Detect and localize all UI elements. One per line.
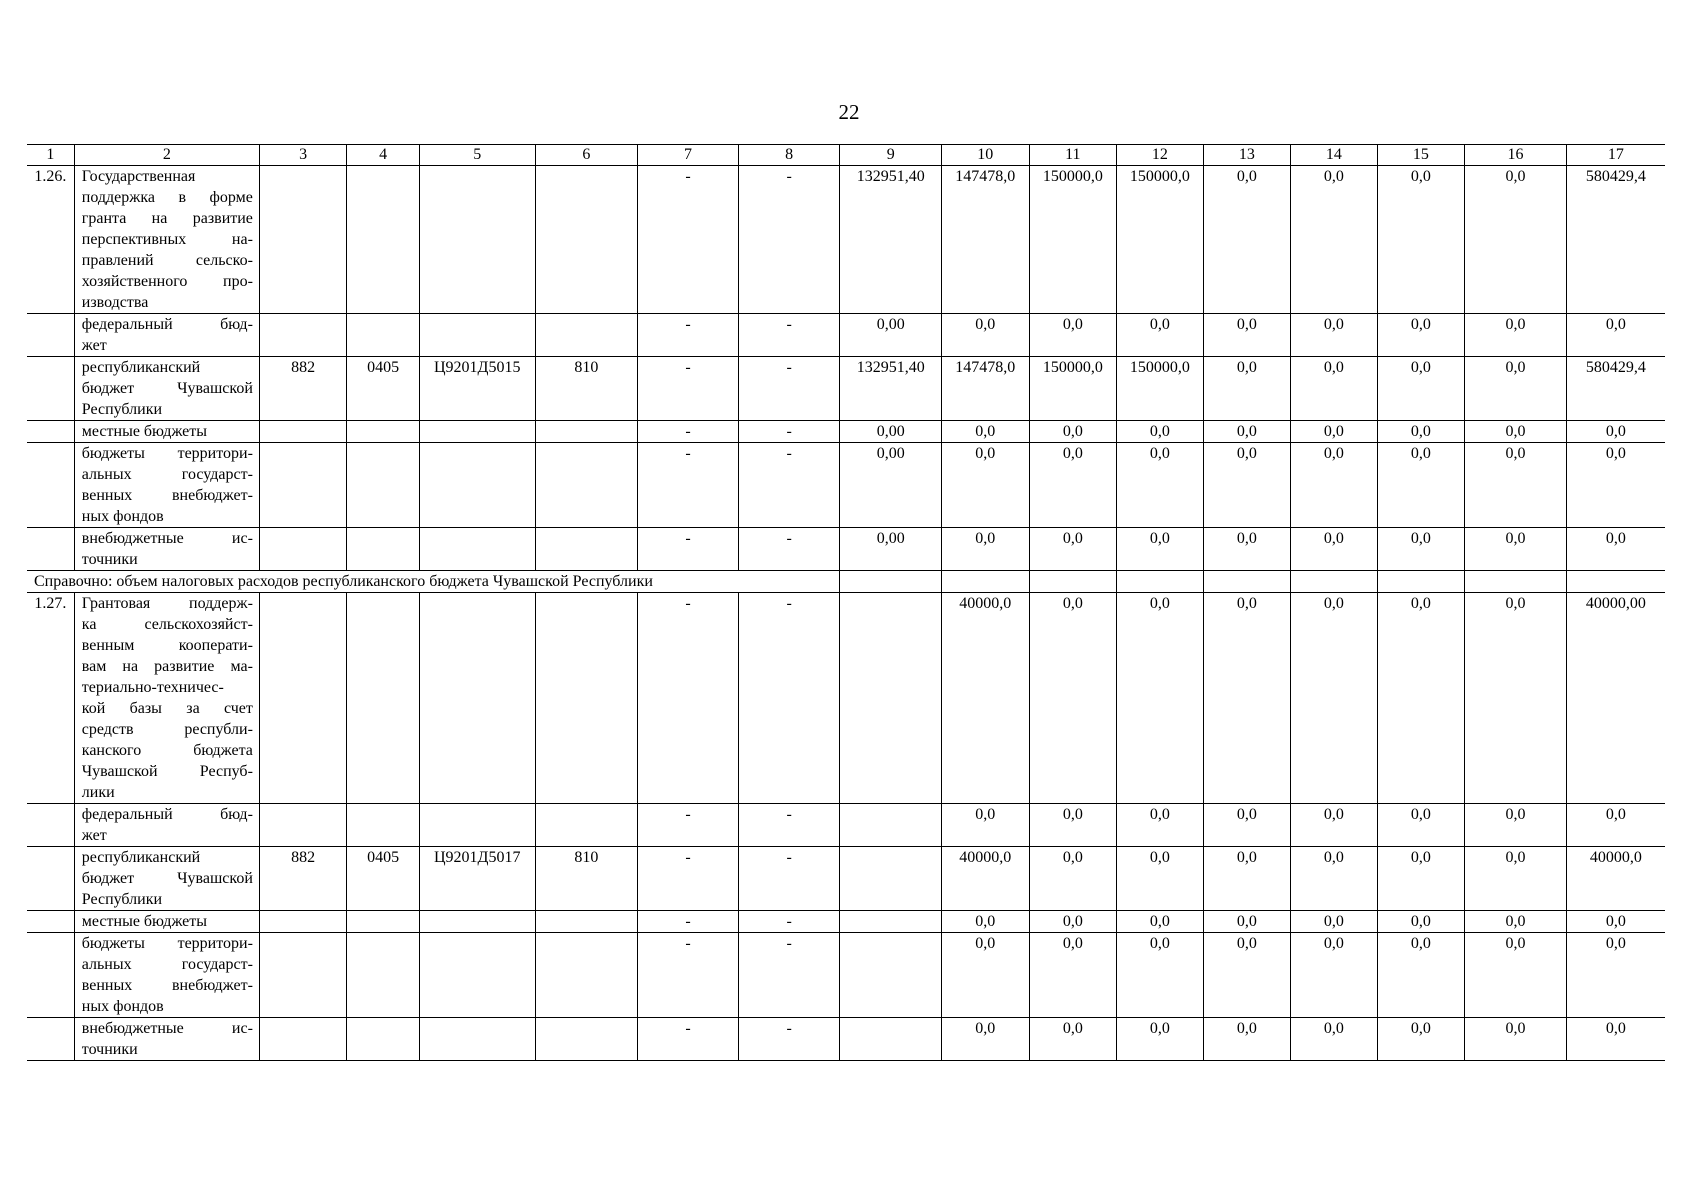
value-col-15: 0,0 [1377,847,1465,911]
source-row [27,314,1665,357]
value-col-13: 0,0 [1203,357,1291,421]
value-col-9 [840,593,942,804]
source-row-name [74,1018,259,1061]
note-col-13 [1203,571,1291,593]
col-7: - [638,933,739,1018]
value-col-11: 0,0 [1029,911,1117,933]
name-line: лики [81,784,115,801]
col-7: - [638,528,739,571]
col-7: - [638,593,739,804]
name-line: бюджеты территори- [81,445,253,462]
name-line: альных государст- [81,466,253,483]
source-row [27,911,1665,933]
value-col-11: 150000,0 [1029,166,1117,314]
source-row-name [74,528,259,571]
header-col-7: 7 [638,145,739,166]
source-row [27,528,1665,571]
value-col-16: 0,0 [1465,528,1567,571]
name-line: венных внебюджет- [81,487,253,504]
name-line: вам на развитие ма- [81,658,253,675]
header-col-5: 5 [419,145,535,166]
header-col-17: 17 [1566,145,1665,166]
source-row-name [74,314,259,357]
row-number [27,314,74,357]
value-col-10: 0,0 [942,314,1030,357]
value-col-16: 0,0 [1465,357,1567,421]
name-line: местные бюджеты [81,423,208,440]
name-line: бюджеты территори- [81,935,253,952]
value-col-10: 40000,0 [942,847,1030,911]
source-row-name [74,357,259,421]
code-c3 [259,421,347,443]
name-line: Республики [81,891,163,908]
value-col-12: 0,0 [1117,911,1204,933]
value-col-14: 0,0 [1291,166,1378,314]
name-line: поддержка в форме [81,189,253,206]
value-col-12: 0,0 [1117,933,1204,1018]
value-col-10: 147478,0 [942,166,1030,314]
note-col-11 [1029,571,1117,593]
name-line: точники [81,1041,138,1058]
value-col-15: 0,0 [1377,528,1465,571]
value-col-13: 0,0 [1203,314,1291,357]
code-c4 [347,1018,419,1061]
value-col-9: 132951,40 [840,166,942,314]
value-col-11: 0,0 [1029,933,1117,1018]
source-row-name [74,847,259,911]
code-c6: 810 [535,357,638,421]
source-row-name [74,421,259,443]
name-line: канского бюджета [81,742,253,759]
value-col-12: 0,0 [1117,847,1204,911]
header-row [27,145,1665,166]
col-8: - [738,1018,840,1061]
col-7: - [638,314,739,357]
header-col-3: 3 [259,145,347,166]
value-col-11: 0,0 [1029,593,1117,804]
code-c5 [419,528,535,571]
value-col-14: 0,0 [1291,528,1378,571]
code-c5 [419,911,535,933]
name-line: кой базы за счет [81,700,253,717]
col-7: - [638,443,739,528]
code-c3: 882 [259,847,347,911]
code-c5 [419,804,535,847]
note-col-17 [1566,571,1665,593]
reference-note: Справочно: объем налоговых расходов республиканского бюджета Чувашской Республики [27,571,840,593]
col-8: - [738,593,840,804]
row-number [27,421,74,443]
value-col-11: 0,0 [1029,528,1117,571]
value-col-15: 0,0 [1377,421,1465,443]
source-row [27,804,1665,847]
source-row [27,1018,1665,1061]
row-number [27,804,74,847]
name-line: ка сельскохозяйст- [81,616,253,633]
value-col-12: 0,0 [1117,528,1204,571]
col-7: - [638,421,739,443]
name-line: альных государст- [81,956,253,973]
reference-note-row [27,571,1665,593]
value-col-10: 0,0 [942,528,1030,571]
value-col-17: 0,0 [1566,1018,1665,1061]
code-c4: 0405 [347,847,419,911]
code-c6 [535,911,638,933]
name-line: перспективных на- [81,231,253,248]
col-8: - [738,166,840,314]
value-col-17: 0,0 [1566,528,1665,571]
value-col-16: 0,0 [1465,166,1567,314]
name-line: хозяйственного про- [81,273,253,290]
value-col-12: 0,0 [1117,1018,1204,1061]
code-c3 [259,166,347,314]
header-col-14: 14 [1291,145,1378,166]
note-col-15 [1377,571,1465,593]
value-col-13: 0,0 [1203,166,1291,314]
code-c6 [535,314,638,357]
header-col-1: 1 [27,145,74,166]
code-c5 [419,933,535,1018]
name-line: федеральный бюд- [81,806,253,823]
value-col-11: 0,0 [1029,421,1117,443]
code-c5 [419,1018,535,1061]
source-row [27,933,1665,1018]
value-col-13: 0,0 [1203,593,1291,804]
header-col-9: 9 [840,145,942,166]
code-c3 [259,528,347,571]
name-line: гранта на развитие [81,210,253,227]
value-col-16: 0,0 [1465,443,1567,528]
source-row-name [74,443,259,528]
name-line: республиканский [81,359,201,376]
code-c4 [347,804,419,847]
code-c3 [259,911,347,933]
name-line: Республики [81,401,163,418]
name-line: федеральный бюд- [81,316,253,333]
value-col-15: 0,0 [1377,166,1465,314]
code-c4 [347,911,419,933]
value-col-11: 150000,0 [1029,357,1117,421]
value-col-15: 0,0 [1377,933,1465,1018]
value-col-11: 0,0 [1029,443,1117,528]
row-number: 1.27. [27,593,74,804]
value-col-14: 0,0 [1291,804,1378,847]
value-col-10: 0,0 [942,1018,1030,1061]
value-col-14: 0,0 [1291,593,1378,804]
value-col-11: 0,0 [1029,314,1117,357]
source-row-name [74,911,259,933]
value-col-15: 0,0 [1377,443,1465,528]
value-col-9: 0,00 [840,421,942,443]
value-col-17: 580429,4 [1566,166,1665,314]
item-1-27-row [27,593,1665,804]
row-number [27,443,74,528]
value-col-15: 0,0 [1377,314,1465,357]
header-col-4: 4 [347,145,419,166]
value-col-12: 0,0 [1117,804,1204,847]
value-col-15: 0,0 [1377,911,1465,933]
header-col-10: 10 [942,145,1030,166]
value-col-10: 0,0 [942,911,1030,933]
code-c4 [347,421,419,443]
name-line: внебюджетные ис- [81,1020,253,1037]
value-col-16: 0,0 [1465,847,1567,911]
header-col-6: 6 [535,145,638,166]
value-col-16: 0,0 [1465,1018,1567,1061]
note-col-12 [1117,571,1204,593]
value-col-14: 0,0 [1291,847,1378,911]
col-8: - [738,933,840,1018]
code-c5 [419,593,535,804]
value-col-9: 0,00 [840,443,942,528]
code-c3 [259,804,347,847]
name-line: венным кооперати- [81,637,253,654]
source-row-name [74,933,259,1018]
code-c4 [347,528,419,571]
source-row [27,421,1665,443]
item-1-26-row [27,166,1665,314]
col-7: - [638,166,739,314]
row-number [27,528,74,571]
page-number: 22 [838,100,860,124]
name-line: териально-техничес- [81,679,224,696]
value-col-9 [840,911,942,933]
name-line: местные бюджеты [81,913,208,930]
value-col-12: 150000,0 [1117,166,1204,314]
value-col-9: 0,00 [840,314,942,357]
value-col-13: 0,0 [1203,528,1291,571]
value-col-13: 0,0 [1203,421,1291,443]
value-col-14: 0,0 [1291,314,1378,357]
code-c6 [535,593,638,804]
value-col-9 [840,847,942,911]
value-col-17: 0,0 [1566,421,1665,443]
value-col-16: 0,0 [1465,421,1567,443]
col-8: - [738,804,840,847]
value-col-13: 0,0 [1203,847,1291,911]
name-line: изводства [81,294,149,311]
value-col-10: 147478,0 [942,357,1030,421]
value-col-12: 0,0 [1117,443,1204,528]
code-c4 [347,314,419,357]
code-c5 [419,314,535,357]
col-7: - [638,357,739,421]
row-number: 1.26. [27,166,74,314]
name-line: бюджет Чувашской [81,870,253,887]
col-7: - [638,847,739,911]
code-c3 [259,933,347,1018]
code-c5 [419,421,535,443]
name-line: жет [81,827,107,844]
col-8: - [738,528,840,571]
code-c4 [347,443,419,528]
note-col-14 [1291,571,1378,593]
value-col-16: 0,0 [1465,933,1567,1018]
value-col-9 [840,933,942,1018]
budget-table [27,144,1665,1061]
source-row-name [74,804,259,847]
value-col-10: 0,0 [942,933,1030,1018]
value-col-9: 0,00 [840,528,942,571]
value-col-16: 0,0 [1465,314,1567,357]
value-col-14: 0,0 [1291,443,1378,528]
value-col-10: 0,0 [942,804,1030,847]
header-col-16: 16 [1465,145,1567,166]
source-row [27,847,1665,911]
source-row [27,443,1665,528]
header-col-12: 12 [1117,145,1204,166]
code-c6 [535,166,638,314]
value-col-13: 0,0 [1203,804,1291,847]
code-c4 [347,593,419,804]
code-c3 [259,1018,347,1061]
code-c5: Ц9201Д5017 [419,847,535,911]
value-col-14: 0,0 [1291,357,1378,421]
value-col-9 [840,804,942,847]
value-col-12: 0,0 [1117,421,1204,443]
code-c6: 810 [535,847,638,911]
value-col-14: 0,0 [1291,911,1378,933]
name-line: внебюджетные ис- [81,530,253,547]
value-col-17: 0,0 [1566,911,1665,933]
value-col-17: 0,0 [1566,443,1665,528]
note-col-10 [942,571,1030,593]
header-col-15: 15 [1377,145,1465,166]
code-c3 [259,593,347,804]
value-col-16: 0,0 [1465,911,1567,933]
header-col-11: 11 [1029,145,1117,166]
header-col-2: 2 [74,145,259,166]
item-1-26-row-name [74,166,259,314]
name-line: Государственная [81,168,196,185]
col-8: - [738,911,840,933]
code-c3: 882 [259,357,347,421]
name-line: венных внебюджет- [81,977,253,994]
code-c6 [535,804,638,847]
value-col-11: 0,0 [1029,847,1117,911]
value-col-9: 132951,40 [840,357,942,421]
code-c3 [259,314,347,357]
source-row [27,357,1665,421]
item-1-27-row-name [74,593,259,804]
value-col-10: 40000,0 [942,593,1030,804]
col-7: - [638,1018,739,1061]
value-col-17: 0,0 [1566,314,1665,357]
note-col-9 [840,571,942,593]
value-col-10: 0,0 [942,443,1030,528]
row-number [27,847,74,911]
name-line: ных фондов [81,998,164,1015]
value-col-16: 0,0 [1465,593,1567,804]
row-number [27,911,74,933]
value-col-12: 150000,0 [1117,357,1204,421]
name-line: средств республи- [81,721,253,738]
row-number [27,1018,74,1061]
name-line: правлений сельско- [81,252,253,269]
code-c4 [347,166,419,314]
value-col-15: 0,0 [1377,357,1465,421]
value-col-13: 0,0 [1203,933,1291,1018]
value-col-14: 0,0 [1291,933,1378,1018]
value-col-15: 0,0 [1377,804,1465,847]
code-c5 [419,443,535,528]
code-c6 [535,933,638,1018]
col-8: - [738,314,840,357]
code-c4 [347,933,419,1018]
col-8: - [738,443,840,528]
header-col-8: 8 [738,145,840,166]
code-c3 [259,443,347,528]
code-c6 [535,443,638,528]
code-c4: 0405 [347,357,419,421]
name-line: точники [81,551,138,568]
value-col-10: 0,0 [942,421,1030,443]
value-col-15: 0,0 [1377,593,1465,804]
value-col-13: 0,0 [1203,1018,1291,1061]
value-col-11: 0,0 [1029,804,1117,847]
value-col-12: 0,0 [1117,593,1204,804]
value-col-13: 0,0 [1203,911,1291,933]
code-c6 [535,421,638,443]
value-col-16: 0,0 [1465,804,1567,847]
name-line: жет [81,337,107,354]
value-col-13: 0,0 [1203,443,1291,528]
value-col-9 [840,1018,942,1061]
value-col-17: 0,0 [1566,804,1665,847]
name-line: Чувашской Респуб- [81,763,253,780]
value-col-17: 580429,4 [1566,357,1665,421]
name-line: республиканский [81,849,201,866]
name-line: бюджет Чувашской [81,380,253,397]
col-8: - [738,847,840,911]
value-col-14: 0,0 [1291,1018,1378,1061]
value-col-15: 0,0 [1377,1018,1465,1061]
row-number [27,357,74,421]
value-col-11: 0,0 [1029,1018,1117,1061]
note-col-16 [1465,571,1567,593]
value-col-17: 0,0 [1566,933,1665,1018]
code-c6 [535,528,638,571]
col-7: - [638,911,739,933]
value-col-17: 40000,0 [1566,847,1665,911]
value-col-12: 0,0 [1117,314,1204,357]
col-8: - [738,357,840,421]
value-col-17: 40000,00 [1566,593,1665,804]
name-line: ных фондов [81,508,164,525]
row-number [27,933,74,1018]
name-line: Грантовая поддерж- [81,595,253,612]
header-col-13: 13 [1203,145,1291,166]
code-c5 [419,166,535,314]
value-col-14: 0,0 [1291,421,1378,443]
code-c6 [535,1018,638,1061]
col-8: - [738,421,840,443]
col-7: - [638,804,739,847]
code-c5: Ц9201Д5015 [419,357,535,421]
